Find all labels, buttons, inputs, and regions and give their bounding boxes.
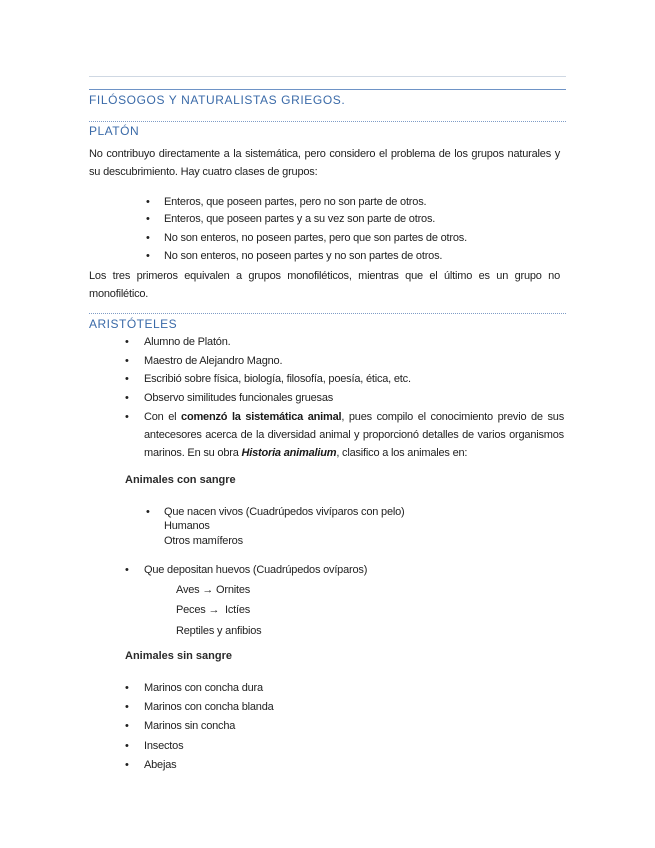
- text-run: , pues compilo el conocimiento previo de sus antecesores acerca de la diversidad animal y proporcionó detalles de varios organismos marinos. En su obra: [144, 411, 564, 459]
- book-title: Historia animalium: [241, 447, 337, 459]
- list-item: Alumno de Platón.: [144, 336, 231, 348]
- bullet: •: [125, 701, 129, 713]
- sub-item: [176, 581, 250, 599]
- list-item: Insectos: [144, 740, 184, 752]
- sub-item: Humanos: [164, 520, 210, 532]
- bullet: •: [125, 682, 129, 694]
- bullet: •: [125, 392, 129, 404]
- bullet: •: [146, 250, 150, 262]
- arrow-right-icon: →: [208, 604, 220, 616]
- sub-item-to: Ornites: [216, 584, 251, 596]
- aristoteles-heading: ARISTÓTELES: [89, 317, 178, 331]
- aristoteles-divider: [89, 313, 566, 314]
- list-item: Maestro de Alejandro Magno.: [144, 355, 283, 367]
- list-item: Marinos sin concha: [144, 720, 236, 732]
- top-divider: [89, 76, 566, 77]
- bullet: •: [125, 355, 129, 367]
- bold-text: comenzó la sistemática animal: [181, 411, 342, 423]
- list-item: Observo similitudes funcionales gruesas: [144, 392, 334, 404]
- bullet: •: [125, 373, 129, 385]
- text-run: Con el: [144, 411, 182, 423]
- list-item: Abejas: [144, 759, 177, 771]
- bullet: •: [146, 213, 150, 225]
- sub-item-to: Ictíes: [224, 604, 251, 616]
- bullet: •: [146, 506, 150, 518]
- bullet: •: [125, 740, 129, 752]
- bullet: •: [125, 411, 129, 423]
- document-title: FILÓSOGOS Y NATURALISTAS GRIEGOS.: [89, 93, 346, 107]
- sub-item-from: Aves: [176, 584, 200, 596]
- bullet: •: [125, 336, 129, 348]
- platon-divider: [89, 121, 566, 122]
- subheading-sin-sangre: Animales sin sangre: [125, 650, 232, 662]
- list-item: Enteros, que poseen partes, pero no son parte de otros.: [164, 196, 427, 208]
- bullet: •: [146, 232, 150, 244]
- bullet: •: [125, 720, 129, 732]
- list-item: Enteros, que poseen partes y a su vez son parte de otros.: [164, 213, 436, 225]
- list-item: No son enteros, no poseen partes y no son partes de otros.: [164, 250, 443, 262]
- subheading-con-sangre: Animales con sangre: [125, 474, 236, 486]
- platon-conclusion: Los tres primeros equivalen a grupos monofiléticos, mientras que el último es un grupo no monofilético.: [89, 270, 560, 300]
- list-item: Marinos con concha dura: [144, 682, 263, 694]
- list-item: Que depositan huevos (Cuadrúpedos ovíparos): [144, 564, 368, 576]
- sub-item: [176, 601, 250, 619]
- sub-item: Reptiles y anfibios: [176, 625, 262, 637]
- bullet: •: [125, 564, 129, 576]
- text-run: , clasifico a los animales en:: [336, 447, 468, 459]
- sub-item-from: Peces: [176, 604, 206, 616]
- bullet: •: [125, 759, 129, 771]
- list-item: Que nacen vivos (Cuadrúpedos vivíparos con pelo): [164, 506, 405, 518]
- sub-item: Otros mamíferos: [164, 535, 243, 547]
- list-item: Escribió sobre física, biología, filosofía, poesía, ética, etc.: [144, 373, 411, 385]
- list-item: No son enteros, no poseen partes, pero que son partes de otros.: [164, 232, 467, 244]
- title-divider: [89, 89, 566, 90]
- list-item-paragraph: [144, 408, 564, 462]
- arrow-right-icon: →: [202, 584, 214, 596]
- bullet: •: [146, 196, 150, 208]
- platon-heading: PLATÓN: [89, 124, 140, 138]
- platon-intro: No contribuyo directamente a la sistemática, pero considero el problema de los grupos naturales y su descubrimiento. Hay cuatro clases de grupos:: [89, 148, 560, 178]
- list-item: Marinos con concha blanda: [144, 701, 274, 713]
